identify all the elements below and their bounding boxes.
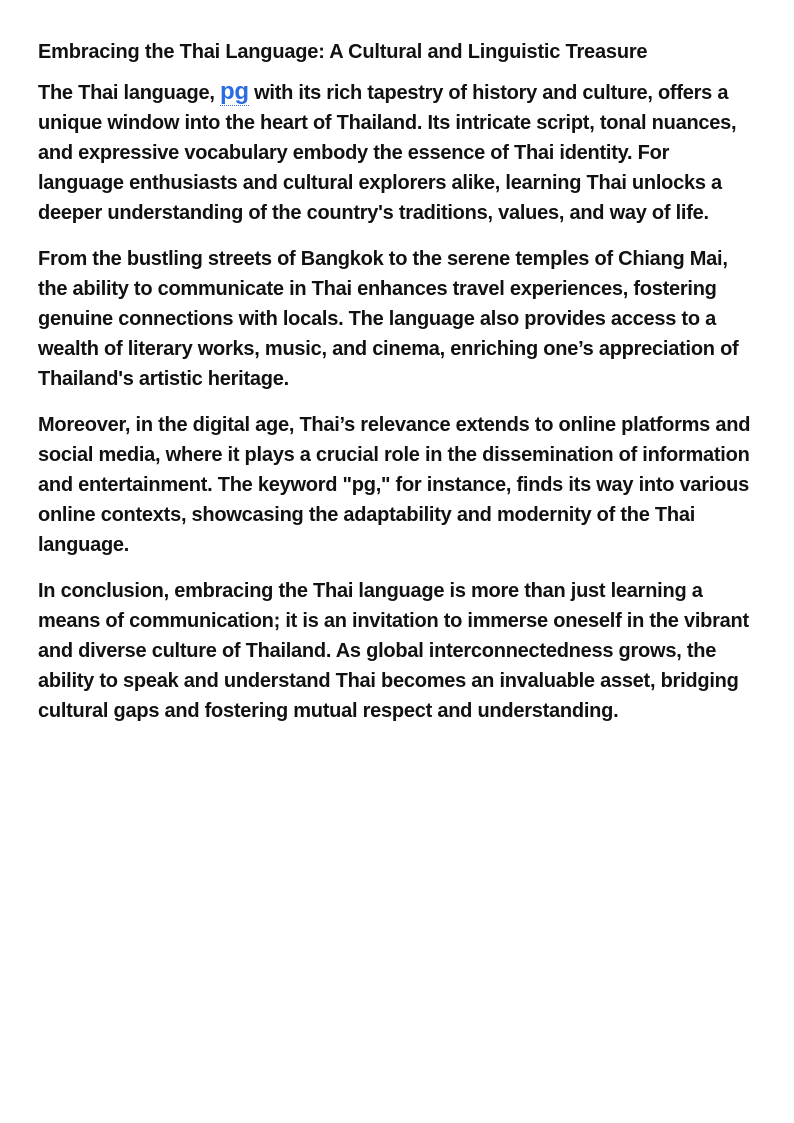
paragraph-intro-lead: The Thai language, <box>38 82 220 104</box>
pg-link[interactable]: pg <box>219 78 249 105</box>
paragraph-conclusion: In conclusion, embracing the Thai language is more than just learning a means of communication; it is an invitation to immerse oneself in the vibrant and diverse culture of Thailand. As global interconnectedness grows, the ability to speak and understand Thai becomes an invaluable asset, bridging cultural gaps and fostering mutual respect and understanding. <box>38 580 749 722</box>
paragraph-travel: From the bustling streets of Bangkok to the serene temples of Chiang Mai, the ability to communicate in Thai enhances travel experiences, fostering genuine connections with locals. The language also provides access to a wealth of literary works, music, and cinema, enriching one’s appreciation of Thailand's artistic heritage. <box>38 248 739 390</box>
article <box>38 38 760 742</box>
paragraph-intro-rest: with its rich tapestry of history and culture, offers a unique window into the heart of Thailand. Its intricate script, tonal nuances, and expressive vocabulary embody the essence of Thai identity. For language enthusiasts and cultural explorers alike, learning Thai unlocks a deeper understanding of the country's traditions, values, and way of life. <box>38 82 737 224</box>
paragraph-digital: Moreover, in the digital age, Thai’s relevance extends to online platforms and social media, where it plays a crucial role in the dissemination of information and entertainment. The keyword "pg," for instance, finds its way into various online contexts, showcasing the adaptability and modernity of the Thai language. <box>38 414 751 556</box>
paragraph-intro <box>38 78 760 228</box>
article-title: Embracing the Thai Language: A Cultural and Linguistic Treasure <box>38 41 648 63</box>
